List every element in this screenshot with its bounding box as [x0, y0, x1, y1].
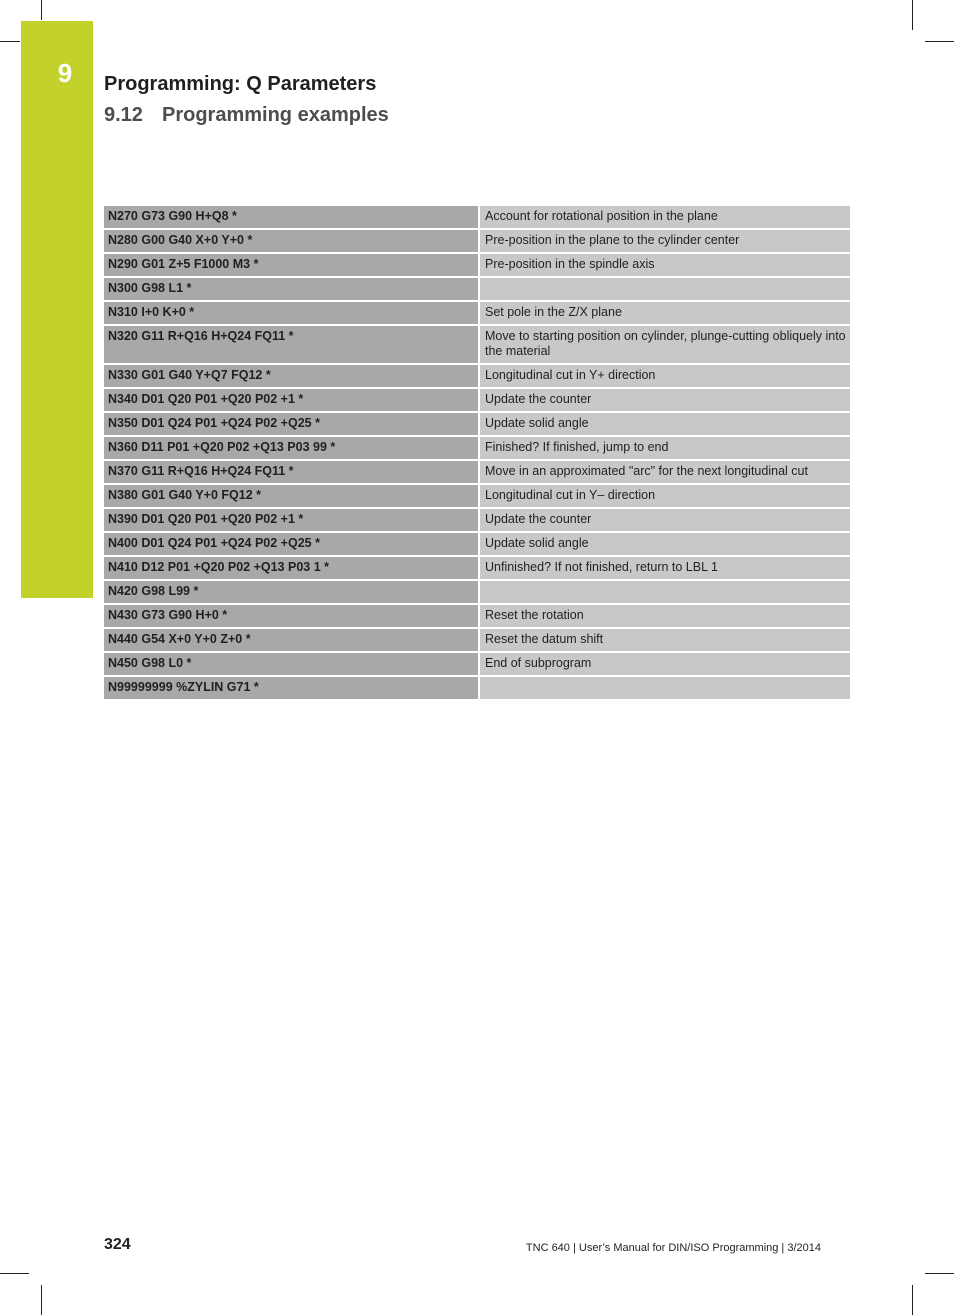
nc-description [480, 581, 850, 605]
nc-program-body [104, 206, 850, 701]
nc-command: N390 D01 Q20 P01 +Q20 P02 +1 * [104, 509, 480, 533]
table-row [104, 278, 850, 302]
table-row [104, 533, 850, 557]
crop-mark [912, 0, 913, 30]
nc-description: Update solid angle [480, 413, 850, 437]
table-row [104, 254, 850, 278]
crop-mark [41, 0, 42, 20]
nc-description: Move to starting position on cylinder, plunge-cutting obliquely into the material [480, 326, 850, 365]
nc-description: Finished? If finished, jump to end [480, 437, 850, 461]
table-row [104, 461, 850, 485]
table-row [104, 653, 850, 677]
nc-command: N270 G73 G90 H+Q8 * [104, 206, 480, 230]
table-row [104, 605, 850, 629]
nc-description: Update the counter [480, 389, 850, 413]
table-row [104, 389, 850, 413]
table-row [104, 326, 850, 365]
footer-text: TNC 640 | User’s Manual for DIN/ISO Programming | 3/2014 [525, 1242, 821, 1254]
nc-description: Pre-position in the spindle axis [480, 254, 850, 278]
nc-description: Update solid angle [480, 533, 850, 557]
nc-description: End of subprogram [480, 653, 850, 677]
nc-description: Longitudinal cut in Y– direction [480, 485, 850, 509]
section-title-text: Programming examples [162, 104, 389, 126]
crop-mark [0, 1273, 29, 1274]
table-row [104, 206, 850, 230]
nc-description: Set pole in the Z/X plane [480, 302, 850, 326]
nc-command: N310 I+0 K+0 * [104, 302, 480, 326]
nc-description: Reset the datum shift [480, 629, 850, 653]
nc-command: N300 G98 L1 * [104, 278, 480, 302]
nc-command: N380 G01 G40 Y+0 FQ12 * [104, 485, 480, 509]
nc-command: N420 G98 L99 * [104, 581, 480, 605]
crop-mark [925, 1273, 954, 1274]
nc-command: N440 G54 X+0 Y+0 Z+0 * [104, 629, 480, 653]
table-row [104, 302, 850, 326]
nc-description: Reset the rotation [480, 605, 850, 629]
table-row [104, 413, 850, 437]
table-row [104, 557, 850, 581]
nc-command: N320 G11 R+Q16 H+Q24 FQ11 * [104, 326, 480, 365]
nc-command: N360 D11 P01 +Q20 P02 +Q13 P03 99 * [104, 437, 480, 461]
nc-command: N410 D12 P01 +Q20 P02 +Q13 P03 1 * [104, 557, 480, 581]
table-row [104, 677, 850, 701]
nc-description: Account for rotational position in the plane [480, 206, 850, 230]
nc-description [480, 677, 850, 701]
crop-mark [912, 1285, 913, 1315]
nc-description: Unfinished? If not finished, return to LBL 1 [480, 557, 850, 581]
crop-mark [925, 41, 954, 42]
nc-description: Move in an approximated "arc" for the next longitudinal cut [480, 461, 850, 485]
table-row [104, 230, 850, 254]
table-row [104, 509, 850, 533]
nc-description: Longitudinal cut in Y+ direction [480, 365, 850, 389]
nc-command: N290 G01 Z+5 F1000 M3 * [104, 254, 480, 278]
nc-program-table [104, 206, 850, 701]
table-row [104, 437, 850, 461]
section-title [104, 104, 389, 127]
nc-command: N280 G00 G40 X+0 Y+0 * [104, 230, 480, 254]
nc-command: N330 G01 G40 Y+Q7 FQ12 * [104, 365, 480, 389]
chapter-tab [21, 21, 93, 598]
crop-mark [0, 41, 20, 42]
nc-command: N370 G11 R+Q16 H+Q24 FQ11 * [104, 461, 480, 485]
nc-description: Update the counter [480, 509, 850, 533]
nc-command: N350 D01 Q24 P01 +Q24 P02 +Q25 * [104, 413, 480, 437]
chapter-title: Programming: Q Parameters [104, 73, 377, 95]
table-row [104, 629, 850, 653]
nc-command: N400 D01 Q24 P01 +Q24 P02 +Q25 * [104, 533, 480, 557]
nc-command: N430 G73 G90 H+0 * [104, 605, 480, 629]
page-number: 324 [104, 1236, 131, 1253]
nc-description: Pre-position in the plane to the cylinder center [480, 230, 850, 254]
nc-command: N450 G98 L0 * [104, 653, 480, 677]
nc-description [480, 278, 850, 302]
section-number: 9.12 [104, 104, 143, 126]
table-row [104, 581, 850, 605]
nc-command: N340 D01 Q20 P01 +Q20 P02 +1 * [104, 389, 480, 413]
nc-command: N99999999 %ZYLIN G71 * [104, 677, 480, 701]
crop-mark [41, 1285, 42, 1315]
chapter-number: 9 [57, 58, 73, 88]
table-row [104, 485, 850, 509]
table-row [104, 365, 850, 389]
